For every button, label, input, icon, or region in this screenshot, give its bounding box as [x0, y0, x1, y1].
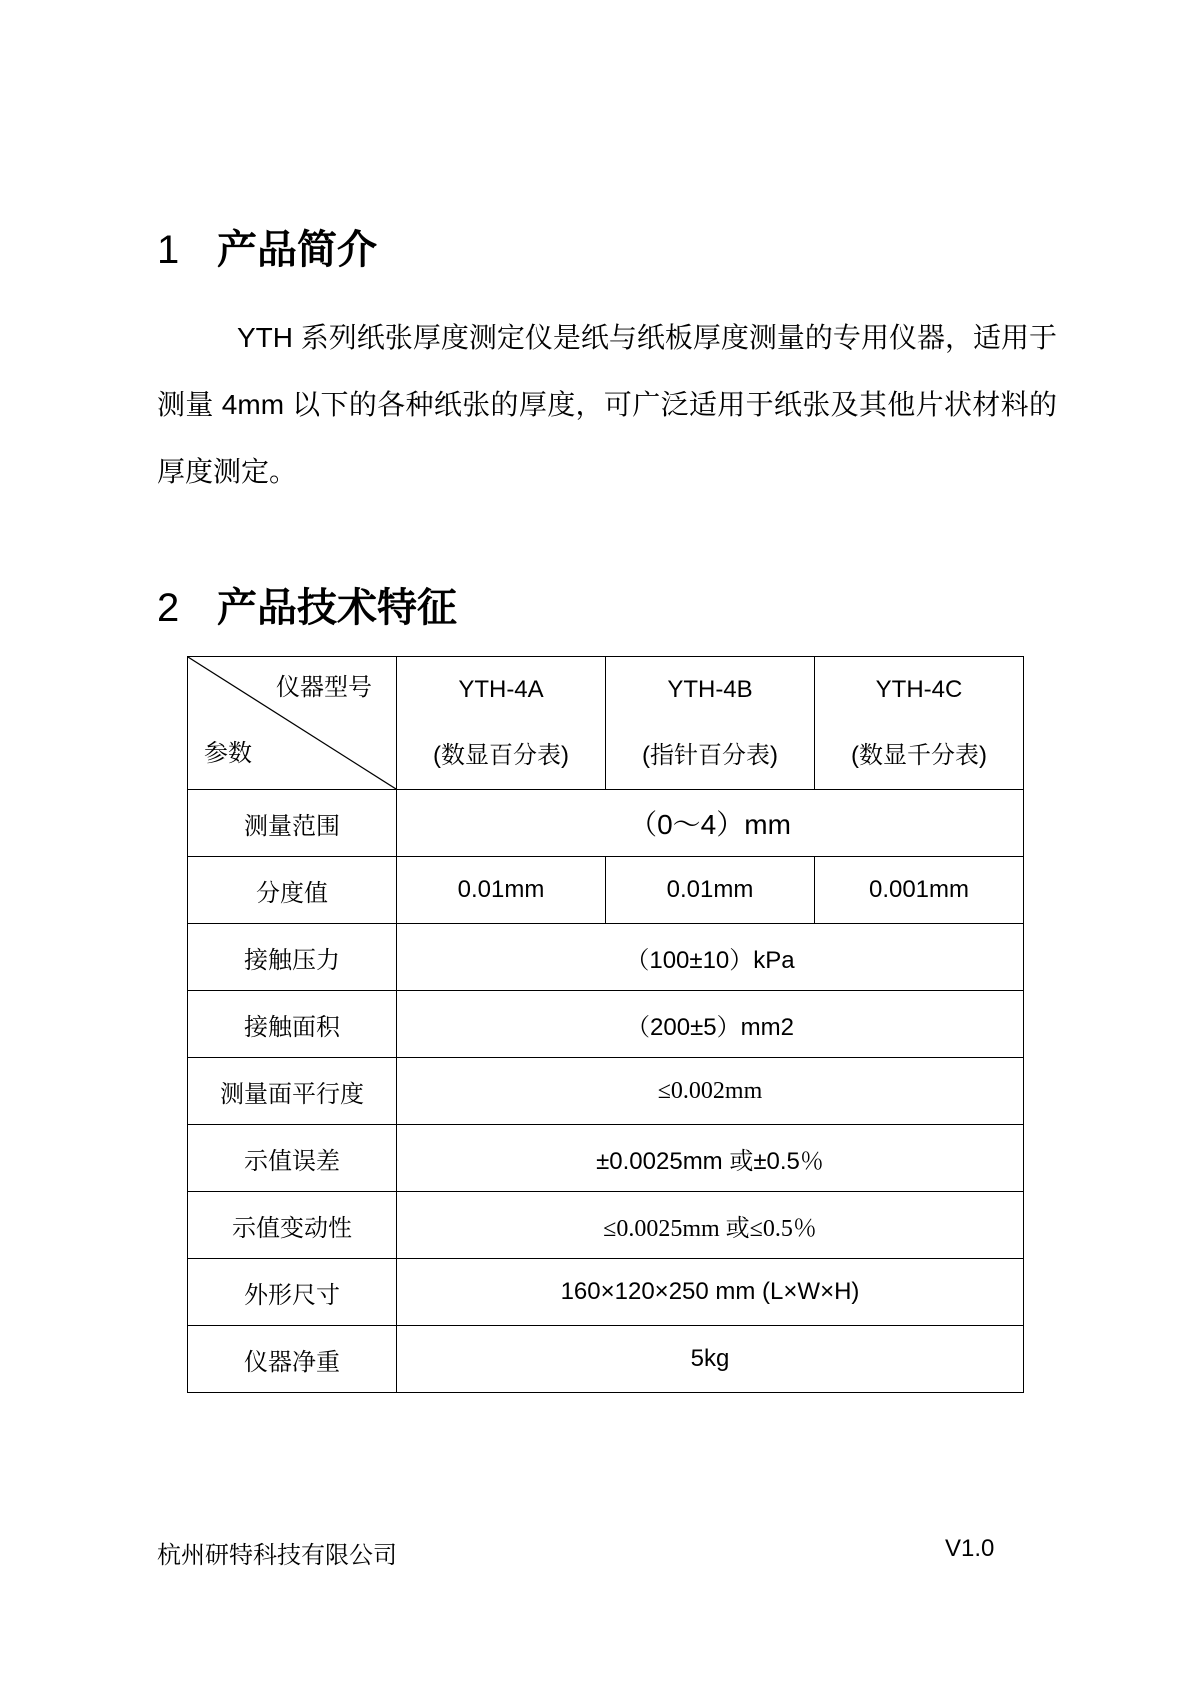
model-header-4a: [397, 657, 606, 790]
table-row-variation: [188, 1192, 1024, 1259]
row-value: 160×120×250 mm (L×W×H): [397, 1259, 1024, 1326]
section-title: 产品技术特征: [217, 586, 457, 630]
row-value-4b: 0.01mm: [606, 857, 815, 924]
model-name: YTH-4C: [875, 676, 963, 703]
section-heading-specs: [157, 583, 457, 633]
section-title: 产品简介: [217, 228, 377, 272]
model-name: YTH-4A: [458, 676, 544, 703]
row-value: （100±10）kPa: [397, 924, 1024, 991]
footer-version: V1.0: [945, 1535, 995, 1562]
table-row-pressure: [188, 924, 1024, 991]
table-row-dimensions: [188, 1259, 1024, 1326]
model-header-4b: [606, 657, 815, 790]
footer-company: 杭州研特科技有限公司: [157, 1542, 397, 1569]
row-label: 测量范围: [188, 790, 397, 857]
row-label: 接触面积: [188, 991, 397, 1058]
table-row-area: [188, 991, 1024, 1058]
section-number: 2: [157, 586, 180, 630]
row-label: 示值变动性: [188, 1192, 397, 1259]
intro-paragraph: YTH 系列纸张厚度测定仪是纸与纸板厚度测量的专用仪器，适用于测量 4mm 以下的各种纸张的厚度，可广泛适用于纸张及其他片状材料的厚度测定。: [157, 322, 1057, 487]
table-row-weight: [188, 1326, 1024, 1393]
spec-table: [187, 656, 1024, 1393]
table-row-parallelism: [188, 1058, 1024, 1125]
table-row-division: [188, 857, 1024, 924]
row-label: 分度值: [188, 857, 397, 924]
row-value-4a: 0.01mm: [397, 857, 606, 924]
section-heading-intro: [157, 225, 377, 275]
row-value-4c: 0.001mm: [815, 857, 1024, 924]
row-value: ±0.0025mm 或±0.5％: [397, 1125, 1024, 1192]
table-header-row: [188, 657, 1024, 790]
row-label: 测量面平行度: [188, 1058, 397, 1125]
table-corner-cell: [188, 657, 397, 790]
row-label: 外形尺寸: [188, 1259, 397, 1326]
row-value: ≤0.0025mm 或≤0.5％: [397, 1192, 1024, 1259]
corner-param-label: 参数: [204, 740, 252, 767]
model-desc: (数显百分表): [433, 742, 569, 769]
row-label: 仪器净重: [188, 1326, 397, 1393]
row-value: ≤0.002mm: [397, 1058, 1024, 1125]
row-value: （0～4）mm: [397, 790, 1024, 857]
table-row-range: [188, 790, 1024, 857]
model-header-4c: [815, 657, 1024, 790]
table-row-error: [188, 1125, 1024, 1192]
row-label: 示值误差: [188, 1125, 397, 1192]
model-desc: (数显千分表): [851, 742, 987, 769]
model-name: YTH-4B: [667, 676, 753, 703]
row-value: 5kg: [397, 1326, 1024, 1393]
row-label: 接触压力: [188, 924, 397, 991]
model-desc: (指针百分表): [642, 742, 778, 769]
corner-model-label: 仪器型号: [276, 674, 372, 701]
section-number: 1: [157, 228, 180, 272]
row-value: （200±5）mm2: [397, 991, 1024, 1058]
